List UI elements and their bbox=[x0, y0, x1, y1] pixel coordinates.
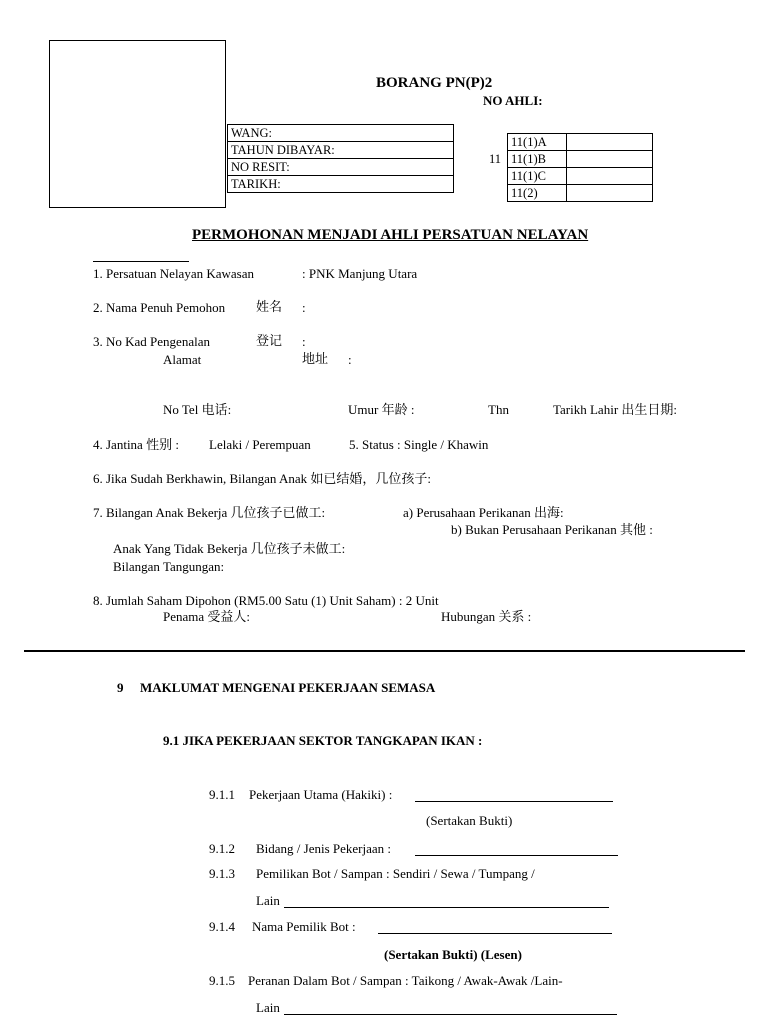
age-label: Umur 年龄 : bbox=[348, 402, 415, 417]
address-label: Alamat bbox=[163, 352, 202, 367]
item-914-input[interactable] bbox=[378, 921, 612, 934]
section-divider bbox=[24, 650, 745, 652]
form-code: BORANG PN(P)2 bbox=[376, 75, 493, 91]
field-7b-label: b) Bukan Perusahaan Perikanan 其他 : bbox=[451, 522, 653, 537]
item-912-label: Bidang / Jenis Pekerjaan : bbox=[256, 841, 392, 856]
section-9-number: 9 bbox=[117, 680, 124, 695]
category-cell[interactable] bbox=[567, 134, 653, 151]
section-9-heading: MAKLUMAT MENGENAI PEKERJAAN SEMASA bbox=[140, 680, 436, 695]
member-no-label: NO AHLI: bbox=[483, 93, 543, 108]
field-3-label: 3. No Kad Pengenalan bbox=[93, 334, 210, 349]
field-3-input[interactable]: : bbox=[302, 334, 306, 349]
office-use-table bbox=[227, 124, 454, 193]
field-2-cn: 姓名 bbox=[256, 299, 283, 314]
relation-label: Hubungan 关系 : bbox=[441, 609, 532, 624]
category-cell[interactable] bbox=[567, 185, 653, 202]
item-914-label: Nama Pemilik Bot : bbox=[252, 919, 356, 934]
gender-options[interactable]: Lelaki / Perempuan bbox=[209, 437, 311, 452]
item-912-number: 9.1.2 bbox=[209, 841, 235, 856]
field-1-label: 1. Persatuan Nelayan Kawasan bbox=[93, 266, 254, 281]
item-915-other-input[interactable] bbox=[284, 1002, 617, 1015]
category-label: 11(1)B bbox=[508, 151, 567, 168]
item-911-number: 9.1.1 bbox=[209, 787, 235, 802]
item-914-note: (Sertakan Bukti) (Lesen) bbox=[384, 947, 522, 962]
item-911-label: Pekerjaan Utama (Hakiki) : bbox=[249, 787, 393, 802]
address-cn: 地址 bbox=[302, 351, 329, 366]
item-914-number: 9.1.4 bbox=[209, 919, 235, 934]
category-label: 11(1)A bbox=[508, 134, 567, 151]
category-table bbox=[507, 133, 653, 202]
field-4-label: 4. Jantina 性别 : bbox=[93, 437, 179, 452]
office-row-wang[interactable]: WANG: bbox=[228, 125, 454, 142]
office-row-tarikh[interactable]: TARIKH: bbox=[228, 176, 454, 193]
item-913-label[interactable]: Pemilikan Bot / Sampan : Sendiri / Sewa / Tumpang / bbox=[256, 866, 535, 881]
item-911-note: (Sertakan Bukti) bbox=[426, 813, 513, 828]
field-7a-label: a) Perusahaan Perikanan 出海: bbox=[403, 505, 564, 520]
field-5-status[interactable]: 5. Status : Single / Khawin bbox=[349, 437, 489, 452]
item-915-number: 9.1.5 bbox=[209, 973, 235, 988]
divider bbox=[93, 261, 189, 262]
field-3-cn: 登记 bbox=[256, 333, 283, 348]
item-913-number: 9.1.3 bbox=[209, 866, 235, 881]
item-911-input[interactable] bbox=[415, 789, 613, 802]
nominee-label: Penama 受益人: bbox=[163, 609, 251, 624]
item-915-other-label: Lain bbox=[256, 1000, 280, 1015]
item-915-label[interactable]: Peranan Dalam Bot / Sampan : Taikong / Awak-Awak /Lain- bbox=[248, 973, 563, 988]
office-row-tahun[interactable]: TAHUN DIBAYAR: bbox=[228, 142, 454, 159]
field-2-label: 2. Nama Penuh Pemohon bbox=[93, 300, 226, 315]
dob-label: Tarikh Lahir 出生日期: bbox=[553, 402, 678, 417]
category-cell[interactable] bbox=[567, 168, 653, 185]
section-9-1-heading: 9.1 JIKA PEKERJAAN SEKTOR TANGKAPAN IKAN : bbox=[163, 733, 483, 748]
age-unit: Thn bbox=[488, 402, 509, 417]
address-input[interactable]: : bbox=[348, 352, 352, 367]
category-label: 11(1)C bbox=[508, 168, 567, 185]
item-913-other-input[interactable] bbox=[284, 895, 609, 908]
office-row-resit[interactable]: NO RESIT: bbox=[228, 159, 454, 176]
category-prefix: 11 bbox=[489, 152, 502, 166]
field-1-value[interactable]: : PNK Manjung Utara bbox=[302, 266, 418, 281]
field-2-input[interactable]: : bbox=[302, 300, 306, 315]
photo-box bbox=[49, 40, 226, 208]
field-6-label: 6. Jika Sudah Berkhawin, Bilangan Anak 如已结婚，几位孩子: bbox=[93, 471, 431, 486]
field-8-label: 8. Jumlah Saham Dipohon (RM5.00 Satu (1) Unit Saham) : 2 Unit bbox=[93, 593, 439, 608]
item-912-input[interactable] bbox=[415, 843, 618, 856]
item-913-other-label: Lain bbox=[256, 893, 280, 908]
tel-label: No Tel 电话: bbox=[163, 402, 232, 417]
form-title: PERMOHONAN MENJADI AHLI PERSATUAN NELAYAN bbox=[192, 227, 589, 243]
category-cell[interactable] bbox=[567, 151, 653, 168]
unemployed-children-label: Anak Yang Tidak Bekerja 几位孩子未做工: bbox=[113, 541, 346, 556]
category-label: 11(2) bbox=[508, 185, 567, 202]
field-7-label: 7. Bilangan Anak Bekerja 几位孩子已做工: bbox=[93, 505, 326, 520]
dependents-label: Bilangan Tangungan: bbox=[113, 559, 225, 574]
